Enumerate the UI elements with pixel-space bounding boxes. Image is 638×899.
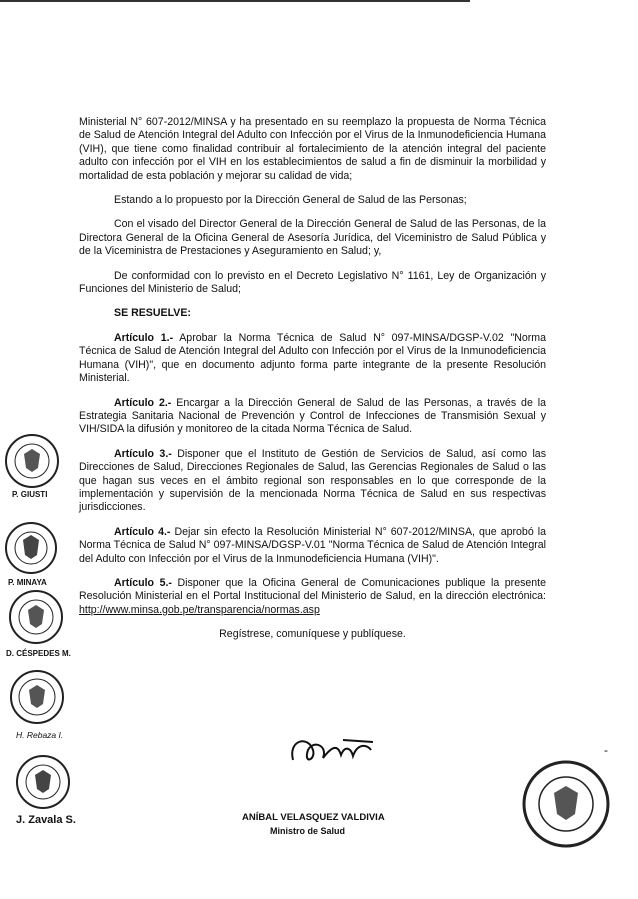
article-2 bbox=[79, 397, 546, 437]
resolution-body bbox=[79, 116, 546, 642]
initials-giusti: P. GIUSTI bbox=[12, 490, 48, 499]
article-5-label: Artículo 5.- bbox=[114, 576, 172, 589]
paragraph-preamble: Ministerial N° 607-2012/MINSA y ha presentado en su reemplazo la propuesta de Norma Técnica de Salud de Atención Integral del Adulto con Infección por el Virus de la Inmunodeficiencia Humana (VIH), que tiene como finalidad contribuir al fortalecimiento de la atención integral del paciente adulto con infección por el VIH en los establecimientos de salud a fin de disminuir la morbilidad y mortalidad de esta población y mejorar su calidad de vida; bbox=[79, 116, 546, 182]
article-1-label: Artículo 1.- bbox=[114, 331, 174, 344]
initials-minaya: P. MINAYA bbox=[8, 578, 47, 587]
article-3 bbox=[79, 448, 546, 515]
article-2-text: Encargar a la Dirección General de Salud de las Personas, a través de la Estrategia Sanitaria Nacional de Prevención y Control de Infecciones de Transmisión Sexual y VIH/SIDA la difusión y monitoreo de la citada Norma Técnica de Salud. bbox=[79, 396, 547, 436]
paragraph-visado: Con el visado del Director General de la Dirección General de Salud de las Personas, de la Directora General de la Oficina General de Asesoría Jurídica, del Viceministro de Salud Pública y de la Viceministra de Prestaciones y Aseguramiento en Salud; y, bbox=[79, 218, 546, 258]
article-1-text: Aprobar la Norma Técnica de Salud N° 097-MINSA/DGSP-V.02 "Norma Técnica de Salud de Atención Integral del Adulto con Infección por el Virus de la Inmunodeficiencia Humana (VIH)", que en documento adjunto forma parte integrante de la presente Resolución Ministerial. bbox=[79, 331, 547, 385]
minsa-transparency-link[interactable]: http://www.minsa.gob.pe/transparencia/normas.asp bbox=[79, 603, 320, 616]
seal-cespedes-icon bbox=[8, 588, 64, 651]
article-4-text: Dejar sin efecto la Resolución Ministerial N° 607-2012/MINSA, que aprobó la Norma Técnica de Salud N° 097-MINSA/DGSP-V.01 "Norma Técnica de Salud de Atención Integral del Adulto con Infección por el Virus de la Inmunodeficiencia Humana (VIH)". bbox=[79, 525, 546, 565]
article-5-text: Disponer que la Oficina General de Comunicaciones publique la presente Resolución Ministerial en el Portal Institucional del Ministerio de Salud, en la dirección electrónica: bbox=[79, 576, 546, 603]
paragraph-conformidad: De conformidad con lo previsto en el Decreto Legislativo N° 1161, Ley de Organización y Funciones del Ministerio de Salud; bbox=[79, 269, 546, 296]
article-3-text: Disponer que el Instituto de Gestión de Servicios de Salud, así como las Direcciones de Salud, Direcciones Regionales de Salud, las Gerencias Regionales de Salud o las que hagan sus veces en el ámbito regional son responsables en lo que corresponde de la implementación y supervisión de la mencionada Norma Técnica de Salud en sus respectivas jurisdicciones. bbox=[79, 447, 546, 514]
se-resuelve-heading: SE RESUELVE: bbox=[114, 307, 191, 320]
signer-name: ANÍBAL VELASQUEZ VALDIVIA bbox=[242, 812, 385, 823]
paragraph-estando: Estando a lo propuesto por la Dirección General de Salud de las Personas; bbox=[114, 194, 467, 207]
article-1 bbox=[79, 332, 546, 386]
article-2-label: Artículo 2.- bbox=[114, 396, 172, 409]
margin-mark: - bbox=[604, 743, 608, 757]
seal-rebaza-icon bbox=[8, 668, 66, 731]
signer-title: Ministro de Salud bbox=[270, 826, 346, 836]
handwritten-signature-icon bbox=[283, 720, 383, 785]
top-border-line bbox=[0, 0, 470, 2]
ministry-stamp-icon bbox=[520, 758, 612, 855]
article-4 bbox=[79, 526, 546, 566]
article-3-label: Artículo 3.- bbox=[114, 447, 172, 460]
initials-zavala: J. Zavala S. bbox=[16, 814, 76, 826]
seal-minaya-icon bbox=[4, 520, 58, 581]
article-4-label: Artículo 4.- bbox=[114, 525, 171, 538]
seal-zavala-icon bbox=[14, 752, 72, 817]
article-5 bbox=[79, 577, 546, 617]
seal-giusti-icon bbox=[2, 432, 62, 495]
initials-cespedes: D. CÉSPEDES M. bbox=[6, 649, 71, 658]
initials-rebaza: H. Rebaza I. bbox=[16, 730, 64, 740]
closing-formula: Regístrese, comuníquese y publíquese. bbox=[219, 628, 406, 641]
